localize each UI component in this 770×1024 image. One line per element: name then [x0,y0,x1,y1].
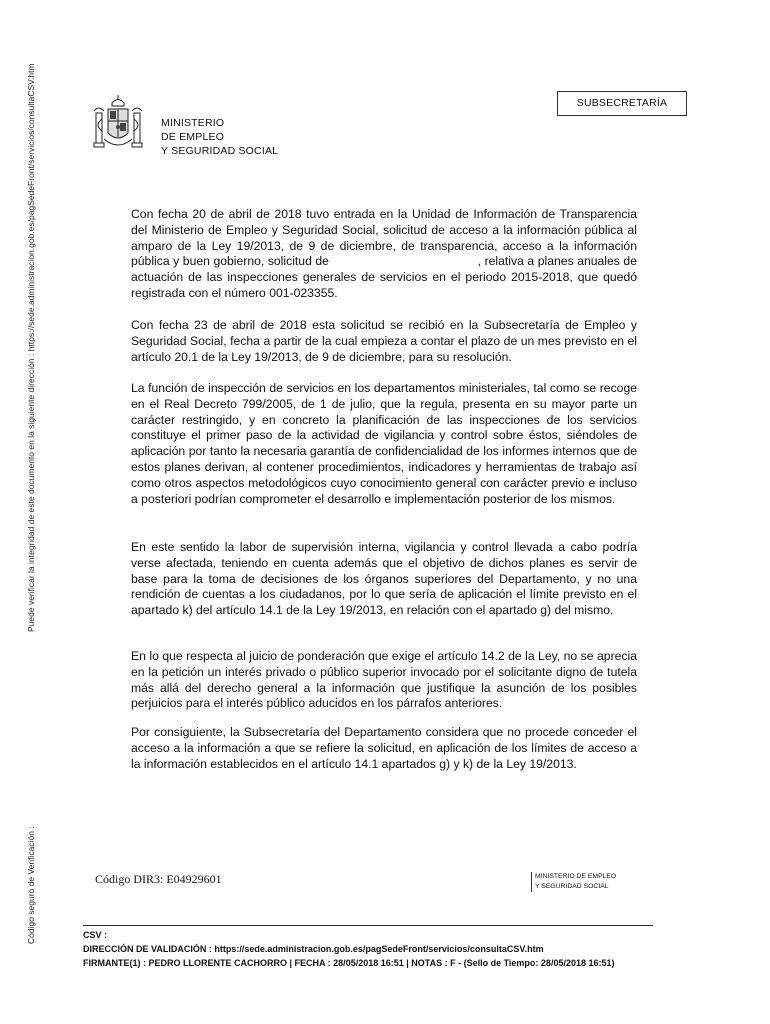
dir3-code: Código DIR3: E04929601 [95,872,222,886]
coat-of-arms-icon [90,93,146,159]
paragraph-inspection-function: La función de inspección de servicios en los departamentos ministeriales, tal como se recoge en el Real Decreto 799/2005, de 1 de julio, que la regula, presenta en su mayor parte un carácter restringido, y en concreto la planificación de las inspecciones de los servicios constituye el primer paso de la actividad de vigilancia y control sobre éstos, siéndoles de aplicación por tanto la necesaria garantía de confidencialidad de los informes internos que de estos planes derivan, al contener procedimientos, indicadores y herramientas de trabajo así como otros aspectos metodológicos cuyo conocimiento general con carácter previo e incluso a posteriori podrían comprometer el desarrollo e implementación posterior de los mismos. [131,381,637,506]
csv-label: CSV : [83,930,108,940]
csv-sidebar-text: Código seguro de Verificación : [26,826,36,944]
ministry-name [161,116,278,158]
paragraph-weighing: En lo que respecta al juicio de ponderación que exige el artículo 14.2 de la Ley, no se aprecia en la petición un interés privado o público superior invocado por el solicitante digno de tutela más allá del derecho general a la información que justifique la asunción de los posibles perjuicios para el interés público aducidos en los párrafos anteriores. [131,649,637,711]
footer-ministry-line: Y SEGURIDAD SOCIAL [535,883,609,890]
signer-info: FIRMANTE(1) : PEDRO LLORENTE CACHORRO | FECHA : 28/05/2018 16:51 | NOTAS : F - (Sello de Tiempo: 28/05/2018 16:51) [83,958,615,968]
ministry-line: Y SEGURIDAD SOCIAL [161,145,279,157]
verification-sidebar-text: Puede verificar la integridad de este documento en la siguiente dirección : https://sede.administracion.gob.es/pagSedeFront/servicios/consultaCSV.htm [26,63,36,632]
paragraph-request: Con fecha 20 de abril de 2018 tuvo entrada en la Unidad de Información de Transparencia del Ministerio de Empleo y Seguridad Social, solicitud de acceso a la información pública al amparo de la Ley 19/2013, de 9 de diciembre, de transparencia, acceso a la información pública y buen gobierno, solicitud de , relativa a planes anuales de actuación de las inspecciones generales de servicios en el periodo 2015-2018, que quedó registrada con el número 001-023355. [131,207,641,300]
paragraph-supervision: En este sentido la labor de supervisión interna, vigilancia y control llevada a cabo podría verse afectada, teniendo en cuenta además que el objetivo de dichos planes es servir de base para la toma de decisiones de los órganos superiores del Departamento, y no una rendición de cuentas a los ciudadanos, por lo que sería de aplicación el límite previsto en el apartado k) del artículo 14.1 de la Ley 19/2013, en relación con el apartado g) del mismo. [131,540,637,618]
paragraph-received: Con fecha 23 de abril de 2018 esta solicitud se recibió en la Subsecretaría de Empleo y Seguridad Social, fecha a partir de la cual empieza a contar el plazo de un mes previsto en el artículo 20.1 de la Ley 19/2013, de 9 de diciembre, para su resolución. [131,318,637,364]
signature-block [83,928,615,970]
paragraph-conclusion: Por consiguiente, la Subsecretaría del Departamento considera que no procede conceder el acceso a la información a que se refiere la solicitud, en aplicación de los límites de acceso a la información establecidos en el artículo 14.1 apartados g) y k) de la Ley 19/2013. [131,725,637,771]
validation-url: DIRECCIÓN DE VALIDACIÓN : https://sede.administracion.gob.es/pagSedeFront/servicios/consultaCSV.htm [83,944,544,954]
footer-divider [83,925,653,926]
footer-ministry-name [531,872,616,892]
ministry-line: DE EMPLEO [161,131,225,143]
ministry-line: MINISTERIO [161,117,225,129]
department-box: SUBSECRETARÍA [557,91,687,116]
footer-ministry-line: MINISTERIO DE EMPLEO [535,873,617,880]
